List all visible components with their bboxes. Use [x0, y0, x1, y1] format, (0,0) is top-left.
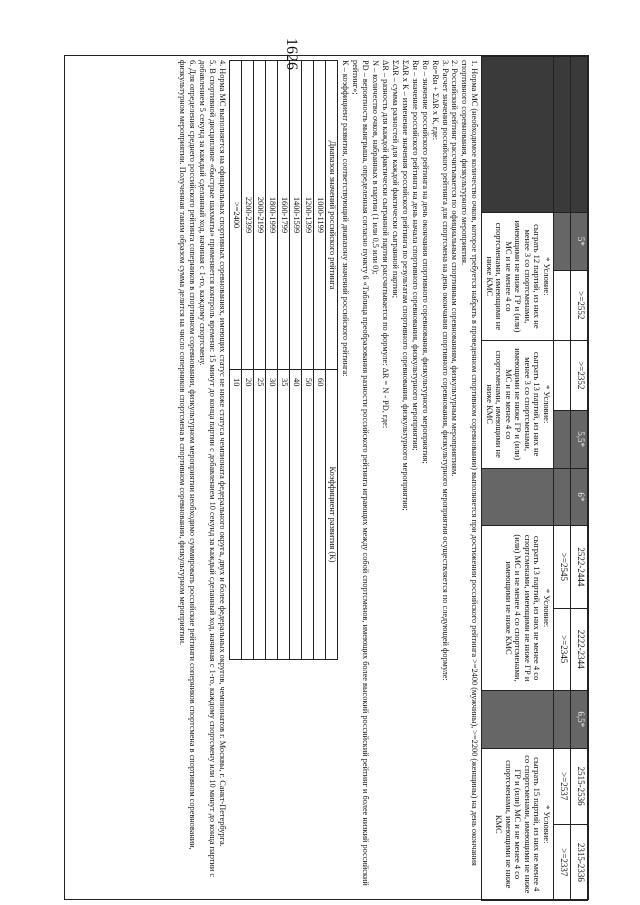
k-value: 25: [254, 370, 266, 660]
header-cell-11: 2315-2336: [571, 824, 588, 900]
condition-cell-4: [482, 748, 554, 900]
header-cell-6: 6*: [571, 468, 588, 526]
k-range: 1200-1399: [302, 61, 314, 370]
cond-dark: [482, 57, 554, 213]
k-head-range: Диапазон значений российского рейтинга: [326, 61, 338, 370]
document-page: [64, 55, 589, 900]
k-head-value: Коэффициент развития (К): [326, 370, 338, 660]
note-line: Rн – значение российского рейтинга на день начала спортивного соревнования, физкультурного мероприятия;: [410, 60, 420, 451]
note-line: 3. Расчет значения российского рейтинга для спортсмена на день окончания спортивного соревнования, физкультурного мероприятия осуществляется по следующей формуле:: [440, 60, 450, 681]
norms-table: [481, 56, 588, 901]
condition-text: сыграть 15 партий, из них не менее 4 со спортсменами, имеющими не ниже ГР и (или) МС и не менее 4 со спортсменами, имеющими не ниже КМС: [494, 755, 543, 894]
page-number: 1626: [283, 38, 300, 70]
k-table-row: [290, 61, 302, 660]
note-line: 6. Для определения среднего российского рейтинга соперников в спортивном соревновании, физкультурном мероприятии необходимо суммировать российские рейтинги соперников спортсмена в спортивном соревновании, физкультурном мероприятии. Полученная таким образом сумма делится на число соперников спортсмена в спортивном соревновании, физкультурном мероприятии.: [178, 60, 198, 850]
k-range: 2200-2399: [242, 61, 254, 370]
k-table-row: [314, 61, 326, 660]
k-value: 20: [242, 370, 254, 660]
condition-text: сыграть 12 партий, из них не менее 3 со спортсменами, имеющими не ниже ГР и (или) МС и не менее 4 со спортсменами, имеющими не ниже КМС: [484, 220, 543, 333]
condition-label: * Условие:: [542, 805, 552, 844]
header-cell-2: 5*: [571, 213, 588, 271]
note-line: ΣΔR х К – изменение значения российского рейтинга по результатам спортивного соревнования, физкультурного мероприятия;: [400, 60, 410, 511]
k-table-row: [242, 61, 254, 660]
note-line: Rо – значение российского рейтинга на день окончания спортивного соревнования, физкультурного мероприятия;: [420, 60, 430, 464]
header-cell-1: [571, 57, 588, 213]
header-cell-5: 5,5*: [571, 410, 588, 468]
k-range: >=2400: [230, 61, 242, 370]
note-line: 4. Норма МС выполняется на официальных спортивных соревнованиях, имеющих статус не ниже статуса чемпионата федерального округа, двух и более федеральных округов, чемпионатов г. Москвы, г. Санкт-Петербурга.: [218, 60, 228, 847]
condition-label: * Условие:: [542, 384, 552, 424]
condition-cell-2: [482, 340, 554, 468]
sub-cell: [554, 410, 571, 468]
note-line: N – количество очков, набранных в партии (1 или 0,5 или 0);: [370, 60, 380, 275]
sub-cell: [554, 213, 571, 271]
sub-cell: [554, 468, 571, 526]
k-table-row: [266, 61, 278, 660]
cond-dark: [482, 690, 554, 748]
sub-cell-d: >=2337: [554, 824, 571, 900]
note-line: К – коэффициент развития, соответствующий диапазону значений российского рейтинга:: [341, 60, 350, 377]
k-value: 60: [314, 370, 326, 660]
note-line: ΔR – разность для каждой фактически сыгранной партии рассчитывается по формуле: ΔR = N - PD, где:: [380, 60, 390, 429]
k-table-row: [302, 61, 314, 660]
k-table-row: [230, 61, 242, 660]
sub-cell: [554, 690, 571, 748]
condition-cell-3: [482, 526, 554, 691]
k-table-row: [278, 61, 290, 660]
condition-text: сыграть 13 партий, из них не менее 3 со спортсменами, имеющими не ниже ГР и (или) МС и не менее 4 со спортсменами, имеющими не ниже КМС: [484, 348, 543, 461]
conditions-row: [482, 57, 554, 901]
rotated-document: [64, 55, 589, 900]
sub-cell: [554, 340, 571, 410]
condition-text: сыграть 13 партий, из них не менее 4 со спортсменами, имеющими не ниже ГР и (или) МС и не менее 4 со спортсменами, имеющими не ниже КМС: [503, 534, 543, 682]
notes-section: [175, 56, 481, 899]
header-cell-8: 2222-2344: [571, 608, 588, 690]
sub-cell-a: >=2545: [554, 526, 571, 608]
header-cell-4: >=2352: [571, 340, 588, 410]
header-cell-10: 2515-2536: [571, 748, 588, 824]
condition-label: * Условие:: [542, 588, 552, 628]
cond-dark: [482, 468, 554, 526]
k-range: 1600-1799: [278, 61, 290, 370]
note-line: PD – вероятность выигрыша, определенная согласно пункту 6 «Таблица преобразования разности российского рейтинга играющих между собой спортсменов, имеющих более высокий российский рейтинг и более низкий российский рейтинг»;: [350, 60, 370, 886]
note-line: 5. В спортивной дисциплине «быстрые шахматы» применяется контроль времени: 15 минут до конца партии с добавлением 10 секунд за каждый сделанный ход, начиная с 1-го, каждому спортсмену или 10 минут до конца партии с добавлением 5 секунд за каждый сделанный ход, начиная с 1-го, каждому спортсмену.: [198, 60, 218, 878]
k-range: 1400-1599: [290, 61, 302, 370]
header-cell-7: 2522-2444: [571, 526, 588, 608]
note-line: 1. Норма МС (необходимое количество очков, которое требуется набрать в проведенном спортивном соревновании) выполняется при достижении российского рейтинга >=2400 (мужчины), >=2200 (женщины) на день окончания спортивного соревнования, физкультурного мероприятия.: [460, 60, 480, 866]
k-range: 2000-2199: [254, 61, 266, 370]
note-line: 2. Российский рейтинг рассчитывается по официальным спортивным соревнованиям, физкультурным мероприятиям.: [450, 60, 460, 477]
note-line: ΣΔR – сумма разностей для каждой фактически сыгранной партии;: [390, 60, 400, 299]
k-value: 40: [290, 370, 302, 660]
k-coefficient-table: [229, 60, 338, 660]
header-cell-9: 6,5*: [571, 690, 588, 748]
k-range: 1800-1999: [266, 61, 278, 370]
condition-cell-1: [482, 213, 554, 341]
sub-cell: [554, 57, 571, 213]
k-value: 30: [266, 370, 278, 660]
k-value: 50: [302, 370, 314, 660]
note-line: Rо=Rн + ΣΔR x К, где:: [430, 60, 440, 141]
sub-cell: [554, 270, 571, 340]
k-table-header: [326, 61, 338, 660]
condition-label: * Условие:: [542, 257, 552, 296]
header-row: [571, 57, 588, 901]
sub-cell-c: >=2537: [554, 748, 571, 824]
k-range: 1000-1199: [314, 61, 326, 370]
k-value: 35: [278, 370, 290, 660]
sub-cell-b: >=2345: [554, 608, 571, 690]
k-value: 10: [230, 370, 242, 660]
header-cell-3: >=2552: [571, 270, 588, 340]
sub-row: [554, 57, 571, 901]
k-table-row: [254, 61, 266, 660]
